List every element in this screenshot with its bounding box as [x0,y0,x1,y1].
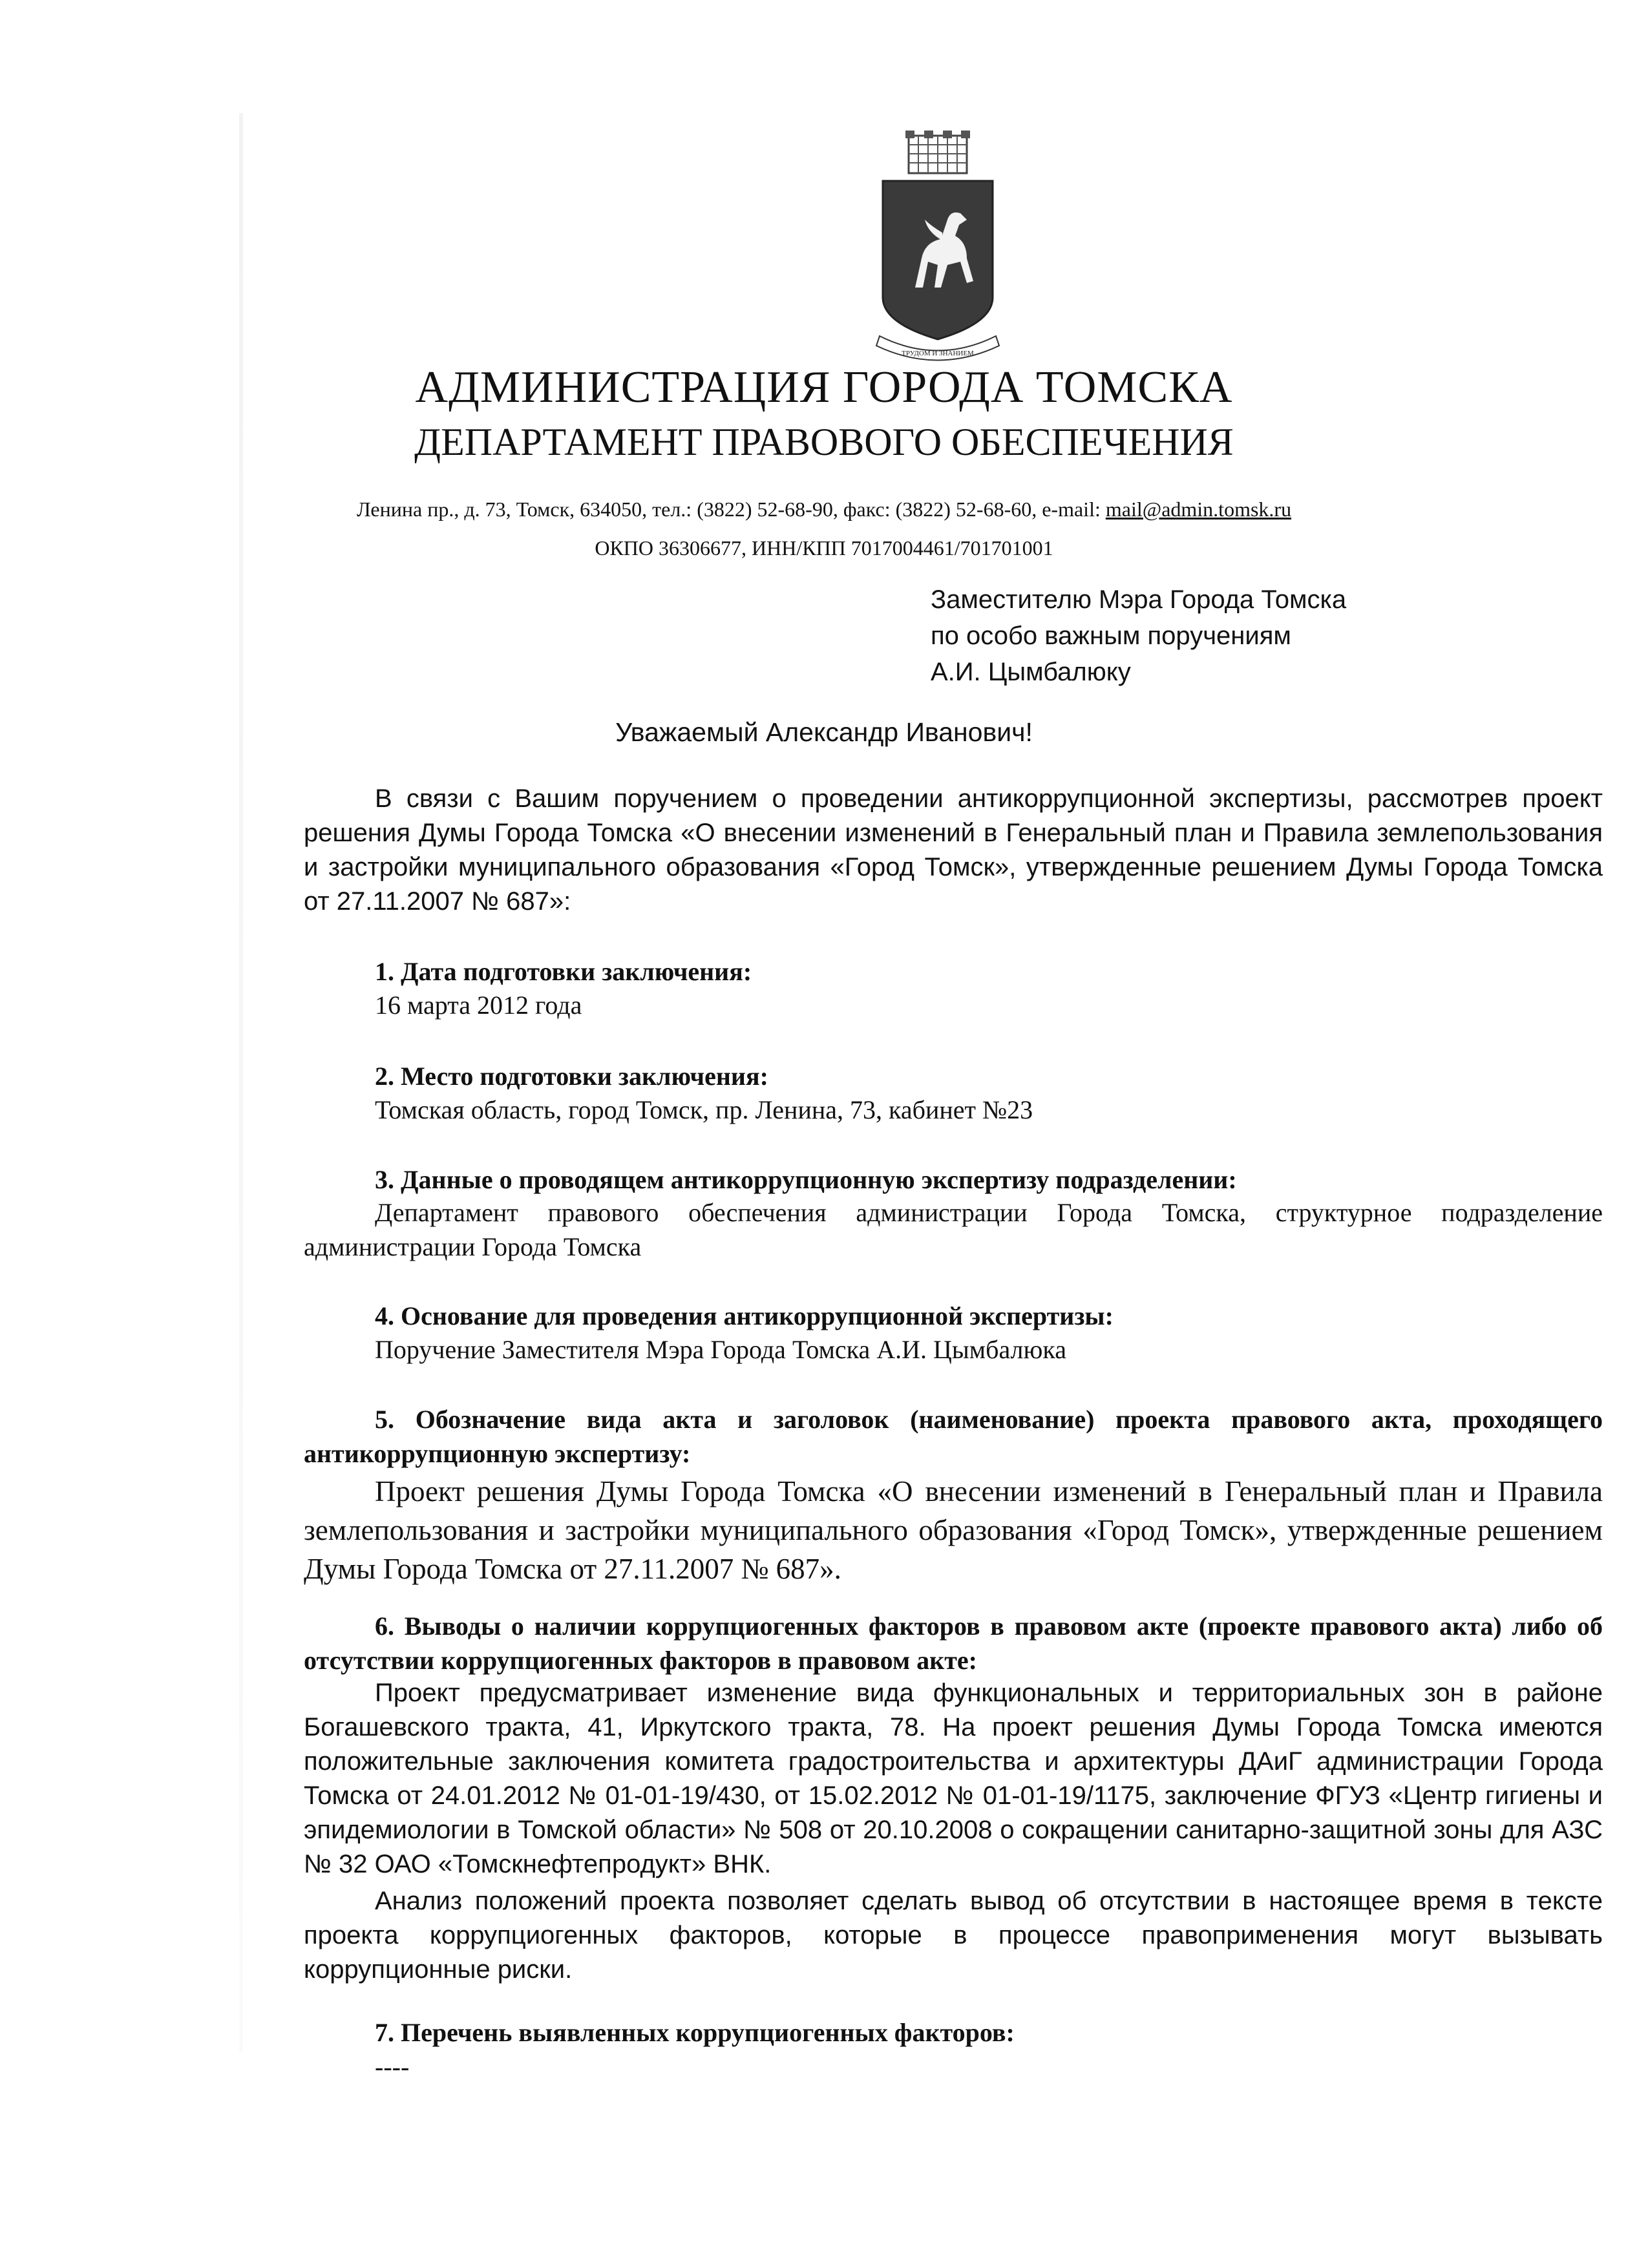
section-7-text: ---- [375,2052,410,2081]
email-link[interactable]: mail@admin.tomsk.ru [1105,498,1292,521]
section-1-text: 16 марта 2012 года [375,991,582,1020]
intro-paragraph [304,782,1603,919]
intro-text: В связи с Вашим поручением о проведении антикоррупционной экспертизы, рассмотрев проект решения Думы Города Томска «О внесении изменений в Генеральный план и Правила землепользования и застройки муниципального образования «Город Томск», утвержденные решением Думы Города Томска от 27.11.2007 № 687»: [304,784,1603,916]
addressee-line-2: по особо важным поручениям [931,622,1291,650]
section-3-text: Департамент правового обеспечения администрации Города Томска, структурное подразделение администрации Города Томска [304,1198,1603,1261]
section-1-title: 1. Дата подготовки заключения: [375,957,752,986]
section-6-text-1: Проект предусматривает изменение вида функциональных и территориальных зон в районе Богашевского тракта, 41, Иркутского тракта, 78. На проект решения Думы Города Томска имеются положительные заключения комитета градостроительства и архитектуры ДАиГ администрации Города Томска от 24.01.2012 № 01-01-19/430, от 15.02.2012 № 01-01-19/1175, заключение ФГУЗ «Центр гигиены и эпидемиологии в Томской области» № 508 от 20.10.2008 о сокращении санитарно-защитной зоны для АЗС № 32 ОАО «Томскнефтепродукт» ВНК. [304,1679,1603,1878]
section-5-title-block [304,1402,1603,1471]
addressee-line-1: Заместителю Мэра Города Томска [931,585,1347,614]
section-5-text-block [304,1472,1603,1588]
addressee-block [931,582,1346,690]
section-3-text-block [304,1195,1603,1264]
section-6-title-block [304,1609,1603,1677]
section-6-title: 6. Выводы о наличии коррупциогенных факторов в правовом акте (проекте правового акта) либо об отсутствии коррупциогенных факторов в правовом акте: [304,1612,1603,1675]
section-6-text-1-block [304,1676,1603,1882]
section-6-text-2-block [304,1884,1603,1987]
section-7-title: 7. Перечень выявленных коррупциогенных факторов: [375,2018,1015,2047]
tomsk-coat-of-arms-icon [870,129,1006,368]
section-6-text-2: Анализ положений проекта позволяет сделать вывод об отсутствии в настоящее время в тексте проекта коррупциогенных факторов, которые в процессе правоприменения могут вызывать коррупционные риски. [304,1887,1603,1984]
org-subtitle: ДЕПАРТАМЕНТ ПРАВОВОГО ОБЕСПЕЧЕНИЯ [414,421,1234,463]
emblem-motto: ТРУДОМ И ЗНАНИЕМ [902,350,974,357]
contact-line [0,498,1648,521]
section-5-text: Проект решения Думы Города Томска «О внесении изменений в Генеральный план и Правила землепользования и застройки муниципального образования «Город Томск», утвержденные решением Думы Города Томска от 27.11.2007 № 687». [304,1475,1603,1585]
section-4-text: Поручение Заместителя Мэра Города Томска А.И. Цымбалюка [375,1335,1066,1364]
org-title: АДМИНИСТРАЦИЯ ГОРОДА ТОМСКА [415,362,1233,412]
codes-line: ОКПО 36306677, ИНН/КПП 7017004461/701701001 [595,536,1053,560]
addressee-line-3: А.И. Цымбалюку [931,658,1131,686]
section-3-title: 3. Данные о проводящем антикоррупционную экспертизу подразделении: [375,1165,1237,1194]
section-5-title: 5. Обозначение вида акта и заголовок (наименование) проекта правового акта, проходящего антикоррупционную экспертизу: [304,1405,1603,1468]
greeting: Уважаемый Александр Иванович! [615,717,1033,747]
section-4-title: 4. Основание для проведения антикоррупционной экспертизы: [375,1301,1114,1330]
contact-text: Ленина пр., д. 73, Томск, 634050, тел.: (3822) 52-68-90, факс: (3822) 52-68-60, e-mail: [356,498,1106,521]
section-2-text: Томская область, город Томск, пр. Ленина, 73, кабинет №23 [375,1095,1033,1124]
section-2-title: 2. Место подготовки заключения: [375,1062,768,1091]
